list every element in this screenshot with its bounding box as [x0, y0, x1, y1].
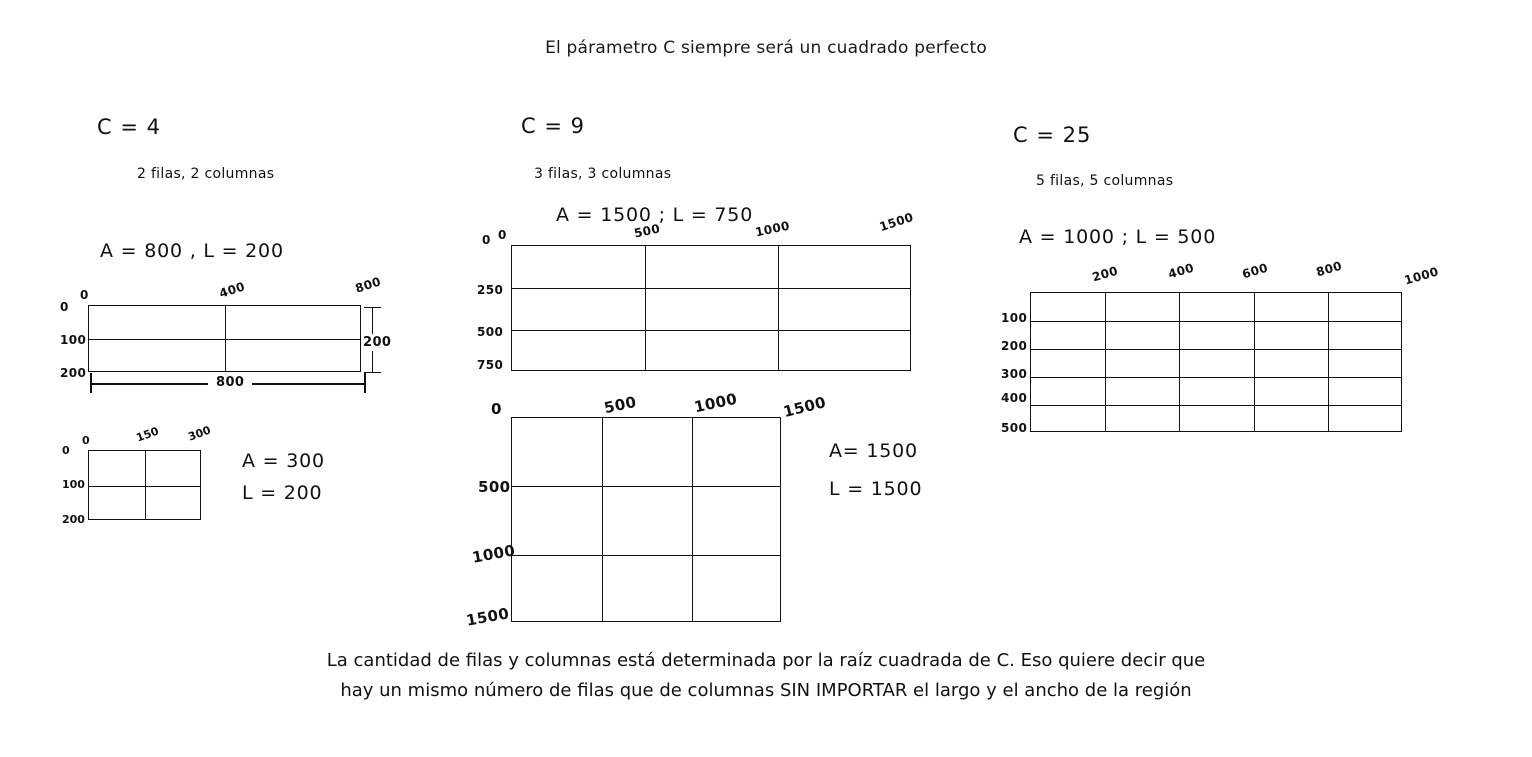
c4-fig1-xtick-1: 400 — [217, 279, 247, 301]
grid-hline — [512, 330, 910, 331]
c4-fig1-grid — [88, 305, 361, 372]
footer-line-2: hay un mismo número de filas que de columnas SIN IMPORTAR el largo y el ancho de la región — [340, 680, 1192, 701]
c9-fig2-xtick-1: 500 — [602, 392, 639, 418]
grid-vline — [778, 246, 779, 370]
c25-fig1-xtick-0: 200 — [1090, 263, 1120, 285]
c4-fig1-height-cap-top — [364, 307, 381, 308]
c25-fig1-xtick-3: 800 — [1314, 258, 1344, 280]
grid-vline — [1179, 293, 1180, 431]
c9-fig2-xtick-2: 1000 — [692, 389, 739, 417]
c9-fig2-xtick-0: 0 — [491, 400, 502, 418]
c4-fig1-width-cap-left — [90, 373, 92, 393]
footer-line-1: La cantidad de filas y columnas está determinada por la raíz cuadrada de C. Eso quiere decir que — [326, 650, 1206, 671]
c4-fig2-caption-l: L = 200 — [242, 482, 323, 504]
panel-c25-label: C = 25 — [1013, 123, 1092, 147]
c4-fig2-grid — [88, 450, 201, 520]
grid-vline — [1328, 293, 1329, 431]
grid-hline — [512, 486, 780, 487]
c9-fig2-grid — [511, 417, 781, 622]
c9-fig1-xtick-0: 0 — [498, 228, 507, 242]
c4-fig1-ytick-0: 0 — [60, 300, 69, 314]
c9-fig2-xtick-3: 1500 — [781, 393, 828, 421]
c25-fig1-xtick-2: 600 — [1240, 260, 1270, 282]
grid-vline — [602, 418, 603, 621]
panel-c4-sublabel: 2 filas, 2 columnas — [137, 166, 275, 182]
grid-hline — [1031, 349, 1401, 350]
grid-vline — [692, 418, 693, 621]
c4-fig2-caption-a: A = 300 — [242, 450, 325, 472]
grid-hline — [512, 288, 910, 289]
c4-fig1-height-cap-bottom — [364, 372, 381, 373]
grid-hline — [1031, 321, 1401, 322]
c25-fig1-caption: A = 1000 ; L = 500 — [1019, 226, 1217, 248]
c9-fig2-ytick-3: 1500 — [464, 604, 511, 630]
c25-fig1-ytick-0: 100 — [1001, 311, 1028, 325]
c9-fig1-ytick-0: 0 — [482, 233, 491, 247]
c25-fig1-ytick-4: 500 — [1001, 421, 1028, 435]
c25-fig1-xtick-4: 1000 — [1402, 264, 1441, 288]
grid-hline — [89, 339, 360, 340]
c4-fig2-xtick-2: 300 — [186, 423, 213, 444]
c25-fig1-xtick-1: 400 — [1166, 260, 1196, 282]
c4-fig1-width-label: 800 — [208, 375, 252, 390]
c9-fig1-xtick-3: 1500 — [877, 209, 916, 235]
c9-fig2-caption-a: A= 1500 — [829, 440, 918, 462]
grid-hline — [512, 555, 780, 556]
grid-vline — [645, 246, 646, 370]
grid-hline — [89, 486, 200, 487]
c4-fig1-xtick-0: 0 — [80, 288, 89, 302]
c25-fig1-ytick-2: 300 — [1001, 367, 1028, 381]
c25-fig1-ytick-1: 200 — [1001, 339, 1028, 353]
c25-fig1-ytick-3: 400 — [1001, 391, 1028, 405]
c4-fig1-width-cap-right — [364, 373, 366, 393]
c9-fig2-ytick-1: 500 — [478, 478, 511, 496]
grid-hline — [1031, 405, 1401, 406]
c9-fig1-ytick-3: 750 — [477, 358, 504, 372]
c9-fig1-ytick-2: 500 — [477, 325, 504, 339]
c4-fig2-ytick-1: 100 — [62, 478, 85, 491]
c25-fig1-grid — [1030, 292, 1402, 432]
page-title: El párametro C siempre será un cuadrado perfecto — [545, 38, 987, 58]
c9-fig2-ytick-2: 1000 — [470, 541, 517, 567]
grid-vline — [145, 451, 146, 519]
c9-fig1-xtick-2: 1000 — [753, 218, 792, 240]
c4-fig1-xtick-2: 800 — [353, 274, 383, 296]
c4-fig1-caption: A = 800 , L = 200 — [100, 240, 284, 262]
panel-c25-sublabel: 5 filas, 5 columnas — [1036, 173, 1174, 189]
grid-vline — [1105, 293, 1106, 431]
panel-c4-label: C = 4 — [97, 115, 161, 139]
c4-fig2-xtick-1: 150 — [134, 424, 161, 445]
grid-hline — [1031, 377, 1401, 378]
panel-c9-label: C = 9 — [521, 114, 585, 138]
panel-c9-sublabel: 3 filas, 3 columnas — [534, 166, 672, 182]
c9-fig1-xtick-1: 500 — [632, 221, 662, 241]
grid-vline — [1254, 293, 1255, 431]
c9-fig2-caption-l: L = 1500 — [829, 478, 923, 500]
c4-fig1-ytick-1: 100 — [60, 333, 87, 347]
c9-fig1-grid — [511, 245, 911, 371]
c4-fig1-height-label: 200 — [363, 335, 392, 350]
c4-fig1-ytick-2: 200 — [60, 366, 87, 380]
c9-fig1-caption: A = 1500 ; L = 750 — [556, 204, 754, 226]
c4-fig2-ytick-0: 0 — [62, 444, 70, 457]
c9-fig1-ytick-1: 250 — [477, 283, 504, 297]
c4-fig2-xtick-0: 0 — [82, 434, 90, 447]
c4-fig2-ytick-2: 200 — [62, 513, 85, 526]
